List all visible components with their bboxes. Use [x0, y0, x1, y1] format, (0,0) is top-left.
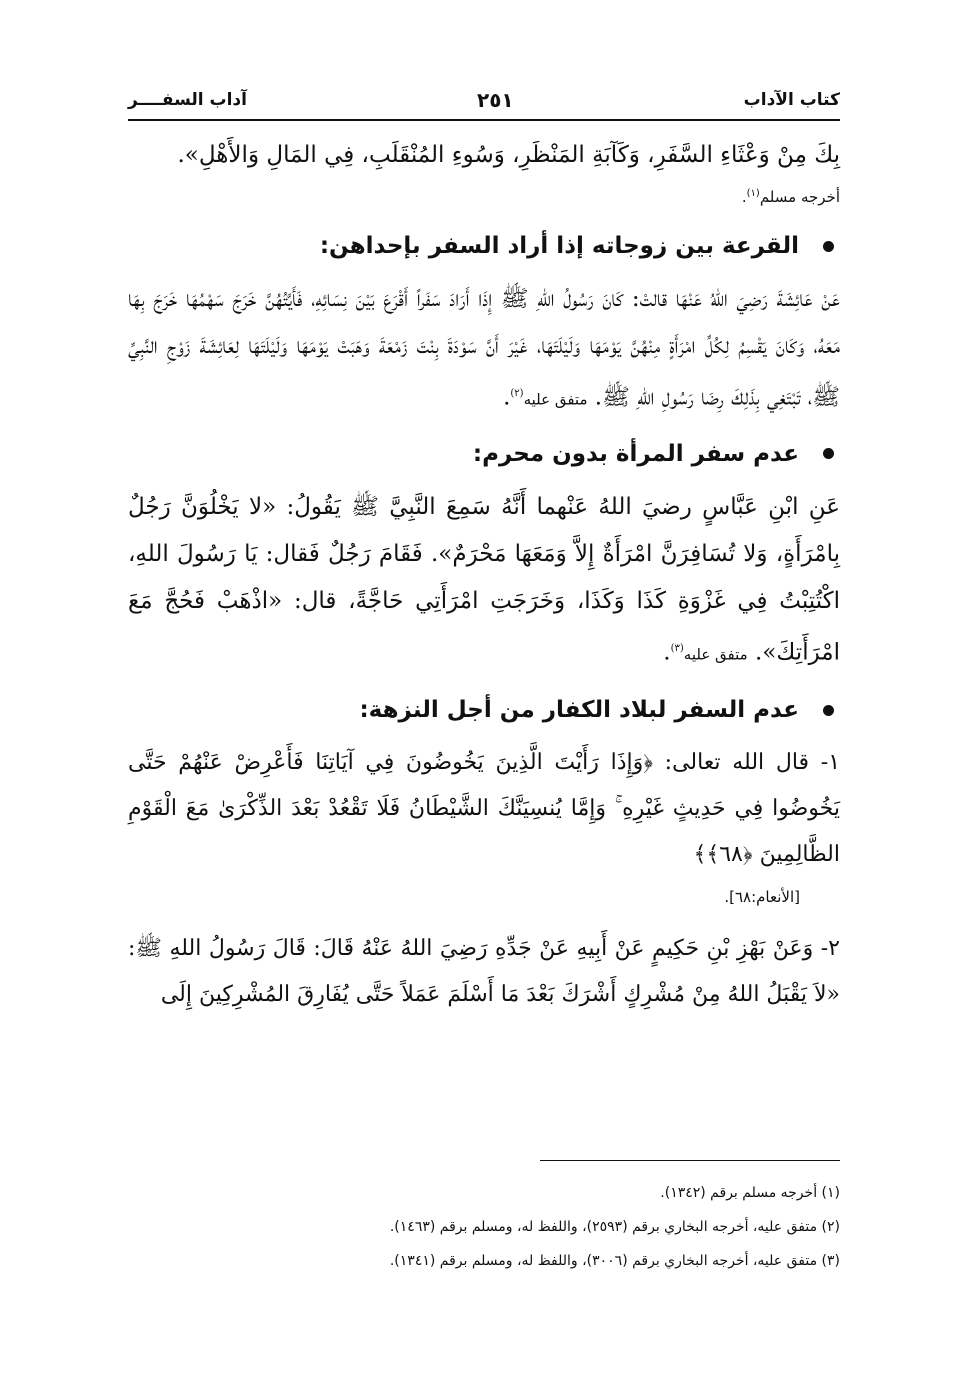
footnote-3: (٣) متفق عليه، أخرجه البخاري برقم (٣٠٠٦)، واللفظ له، ومسلم برقم (١٣٤١).	[389, 1253, 840, 1269]
header-divider	[128, 119, 840, 121]
footnote-marker: (٣)	[670, 642, 684, 654]
footnote-1: (١) أخرجه مسلم برقم (١٣٤٢).	[660, 1185, 840, 1201]
book-title: كتاب الآداب	[743, 90, 840, 110]
quran-verse-text: قال الله تعالى: ﴿وَإِذَا رَأَيْتَ الَّذِينَ يَخُوضُونَ فِي آيَاتِنَا فَأَعْرِضْ عَنْهُمْ حَتَّى يَخُوضُوا فِي حَدِيثٍ غَيْرِهِ ۚ وَإِمَّا يُنسِيَنَّكَ الشَّيْطَانُ فَلَا تَقْعُدْ بَعْدَ الذِّكْرَىٰ مَعَ الْقَوْمِ الظَّالِمِينَ ﴿٦٨﴾﴾	[128, 750, 840, 868]
main-text	[128, 132, 840, 1018]
source-text: متفق عليه	[683, 645, 748, 664]
section-heading-text: القرعة بين زوجاته إذا أراد السفر بإحداهن:	[319, 233, 799, 259]
numbered-item-2	[128, 926, 840, 1018]
section-heading-text: عدم سفر المرأة بدون محرم:	[472, 440, 799, 467]
page-number: ٢٥١	[477, 88, 514, 112]
chapter-title: آداب السفــــر	[128, 90, 247, 110]
paragraph-text: عَنِ ابْنِ عَبَّاسٍ رضيَ اللهُ عَنْهما أَنَّهُ سَمِعَ النَّبِيَّ ﷺ يَقُولُ: «لا يَخْلُوَنَّ رَجُلٌ بِامْرَأَةٍ، وَلا تُسَافِرَنَّ امْرَأَةٌ إِلاَّ وَمَعَهَا مَحْرَمٌ». فَقَامَ رَجُلٌ فَقال: يَا رَسُولَ اللهِ، اكْتُتِبْتُ فِي غَزْوَةِ كَذَا وَكَذَا، وَخَرَجَتِ امْرَأَتِي حَاجَّةً، قال: «اذْهَبْ فَحُجَّ مَعَ امْرَأَتِكَ».	[128, 493, 840, 666]
numbered-item-1	[128, 740, 840, 878]
opening-line-text: بِكَ مِنْ وَعْثَاءِ السَّفَرِ، وَكَآبَةِ المَنْظَرِ، وَسُوءِ المُنْقَلَبِ، فِي المَالِ وَالأَهْلِ».	[177, 142, 840, 168]
footnote-2: (٢) متفق عليه، أخرجه البخاري برقم (٢٥٩٣)، واللفظ له، ومسلم برقم (١٤٦٣).	[389, 1219, 840, 1235]
running-header	[128, 84, 840, 116]
section-paragraph-lottery: عَنْ عَائِشَةَ رَضِيَ اللهُ عَنْهَا قالتْ: كَانَ رَسُولُ اللهِ ﷺ إِذَا أَرَادَ سَفَراً أَقْرَعَ بَيْنَ نِسَائِهِ، فَأَيَّتُهُنَّ خَرَجَ سَهْمُهَا خَرَجَ بِهَا مَعَهُ، وَكَانَ يَقْسِمُ لِكُلِّ امْرَأَةٍ مِنْهُنَّ يَوْمَهَا وَلَيْلَتَهَا، غَيْرَ أَنَّ سَوْدَةَ بِنْتَ زَمْعَةَ وَهَبَتْ يَوْمَهَا وَلَيْلَتَهَا لِعَائِشَةَ زَوْجِ النَّبِيِّ ﷺ، تَبْتَغِي بِذَلِكَ رِضَا رَسُولِ اللهِ ﷺ. متفق عليه$^{(٢)}$.	[128, 286, 840, 411]
opening-source-text: أخرجه مسلم	[759, 188, 840, 206]
source-text: متفق عليه	[523, 390, 588, 409]
footnote-marker: (٢)	[510, 388, 524, 399]
section-heading-travel	[128, 690, 840, 730]
bullet-icon	[823, 241, 834, 252]
footnote-divider	[540, 1160, 840, 1161]
footnote-marker: (١)	[746, 188, 760, 199]
item-number: ١-	[820, 750, 841, 776]
bullet-icon	[823, 448, 834, 459]
footnotes	[128, 1176, 840, 1278]
section-paragraph-mahram: عَنِ ابْنِ عَبَّاسٍ رضيَ اللهُ عَنْهما أَنَّهُ سَمِعَ النَّبِيَّ ﷺ يَقُولُ: «لا يَخْلُوَنَّ رَجُلٌ بِامْرَأَةٍ، وَلا تُسَافِرَنَّ امْرَأَةٌ إِلاَّ وَمَعَهَا مَحْرَمٌ». فَقَامَ رَجُلٌ فَقال: يَا رَسُولَ اللهِ، اكْتُتِبْتُ فِي غَزْوَةِ كَذَا وَكَذَا، وَخَرَجَتِ امْرَأَتِي حَاجَّةً، قال: «اذْهَبْ فَحُجَّ مَعَ امْرَأَتِكَ». متفق عليه$^{(٣)}$.	[128, 493, 840, 666]
section-heading-lottery	[128, 226, 840, 266]
item-number: ٢-	[820, 936, 840, 962]
section-heading-mahram	[128, 434, 840, 474]
hadith-text: وَعَنْ بَهْزِ بْنِ حَكِيمٍ عَنْ أَبِيهِ عَنْ جَدِّهِ رَضِيَ اللهُ عَنْهُ قَالَ: قَالَ رَسُولُ اللهِ ﷺ: «لاَ يَقْبَلُ اللهُ مِنْ مُشْرِكٍ أَشْرَكَ بَعْدَ مَا أَسْلَمَ عَمَلاً حَتَّى يُفَارِقَ المُشْرِكِينَ إِلَى	[128, 936, 840, 1008]
opening-source: أخرجه مسلم$^{(١)}$.	[741, 188, 840, 206]
paragraph-text: عَنْ عَائِشَةَ رَضِيَ اللهُ عَنْهَا قالتْ: كَانَ رَسُولُ اللهِ ﷺ إِذَا أَرَادَ سَفَراً أَقْرَعَ بَيْنَ نِسَائِهِ، فَأَيَّتُهُنَّ خَرَجَ سَهْمُهَا خَرَجَ بِهَا مَعَهُ، وَكَانَ يَقْسِمُ لِكُلِّ امْرَأَةٍ مِنْهُنَّ يَوْمَهَا وَلَيْلَتَهَا، غَيْرَ أَنَّ سَوْدَةَ بِنْتَ زَمْعَةَ وَهَبَتْ يَوْمَهَا وَلَيْلَتَهَا لِعَائِشَةَ زَوْجِ النَّبِيِّ ﷺ، تَبْتَغِي بِذَلِكَ رِضَا رَسُولِ اللهِ ﷺ.	[128, 286, 840, 411]
opening-line	[128, 132, 840, 179]
quran-reference: [الأنعام:٦٨].	[724, 888, 800, 907]
section-heading-text: عدم السفر لبلاد الكفار من أجل النزهة:	[359, 697, 799, 724]
bullet-icon	[823, 705, 834, 716]
